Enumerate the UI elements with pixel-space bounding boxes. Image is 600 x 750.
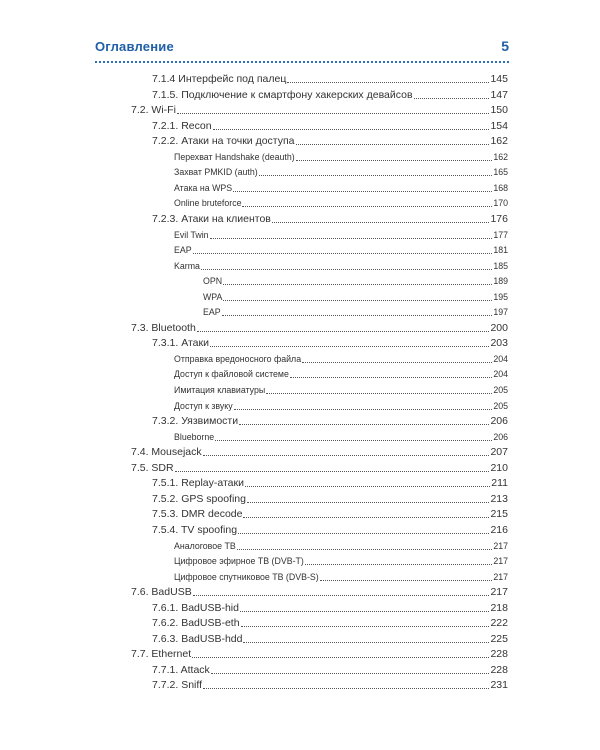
- toc-leader-dots: [241, 626, 490, 627]
- toc-leader-dots: [242, 206, 492, 207]
- toc-entry-title: EAP: [203, 307, 221, 318]
- toc-leader-dots: [243, 642, 489, 643]
- toc-entry-title: Перехват Handshake (deauth): [174, 151, 295, 162]
- toc-entry-title: 7.5. SDR: [131, 461, 174, 474]
- toc-entry-page: 195: [493, 291, 508, 302]
- toc-leader-dots: [302, 362, 492, 363]
- toc-entry[interactable]: [174, 259, 508, 273]
- toc-entry[interactable]: [152, 601, 508, 615]
- toc-entry[interactable]: [152, 414, 508, 428]
- toc-entry-page: 207: [490, 446, 508, 459]
- toc-entry-title: Online bruteforce: [174, 198, 242, 209]
- toc-entry-page: 215: [490, 508, 508, 521]
- toc-entry-title: 7.6.3. BadUSB-hdd: [152, 632, 243, 645]
- toc-entry-title: 7.5.3. DMR decode: [152, 508, 243, 521]
- toc-entry[interactable]: [174, 228, 508, 242]
- toc-entry[interactable]: [131, 321, 508, 335]
- toc-entry-page: 185: [493, 260, 508, 271]
- toc-leader-dots: [247, 502, 489, 503]
- toc-leader-dots: [203, 455, 490, 456]
- toc-entry-title: 7.2. Wi-Fi: [131, 104, 176, 117]
- toc-entry[interactable]: [131, 585, 508, 599]
- toc-leader-dots: [193, 595, 490, 596]
- toc-entry[interactable]: [174, 165, 508, 179]
- toc-entry-title: 7.5.1. Replay-атаки: [152, 477, 244, 490]
- toc-entry-title: Цифровое эфирное ТВ (DVB-T): [174, 556, 304, 567]
- toc-entry-title: Захват PMKID (auth): [174, 167, 258, 178]
- toc-entry-title: Blueborne: [174, 431, 215, 442]
- toc-leader-dots: [211, 673, 490, 674]
- toc-entry-title: Evil Twin: [174, 229, 209, 240]
- toc-entry[interactable]: [174, 150, 508, 164]
- toc-entry-page: 147: [490, 88, 508, 101]
- toc-entry[interactable]: [152, 523, 508, 537]
- toc-entry[interactable]: [131, 461, 508, 475]
- toc-entry-title: EAP: [174, 245, 192, 256]
- toc-entry-title: 7.5.2. GPS spoofing: [152, 492, 246, 505]
- toc-entry-title: 7.5.4. TV spoofing: [152, 523, 238, 536]
- toc-entry-page: 206: [493, 431, 508, 442]
- toc-leader-dots: [238, 533, 489, 534]
- toc-entry[interactable]: [203, 274, 508, 288]
- toc-entry[interactable]: [174, 539, 508, 553]
- toc-entry-page: 168: [493, 182, 508, 193]
- toc-entry-title: Отправка вредоносного файла: [174, 353, 302, 364]
- toc-entry-page: 216: [490, 523, 508, 536]
- toc-leader-dots: [234, 409, 493, 410]
- toc-entry-title: Атака на WPS: [174, 182, 233, 193]
- toc-entry-title: 7.1.5. Подключение к смартфону хакерских девайсов: [152, 88, 413, 101]
- toc-entry-page: 203: [490, 337, 508, 350]
- toc-entry-title: 7.6.2. BadUSB-eth: [152, 617, 240, 630]
- toc-entry-page: 162: [493, 151, 508, 162]
- toc-entry-page: 218: [490, 601, 508, 614]
- toc-leader-dots: [177, 113, 490, 114]
- toc-entry[interactable]: [152, 492, 508, 506]
- toc-entry-page: 177: [493, 229, 508, 240]
- toc-entry-page: 204: [493, 369, 508, 380]
- toc-entry-page: 145: [490, 73, 508, 85]
- toc-entry-page: 165: [493, 167, 508, 178]
- toc-entry-page: 162: [490, 135, 508, 148]
- toc-entry-page: 228: [490, 648, 508, 661]
- toc-entry[interactable]: [203, 305, 508, 319]
- toc-entry-page: 217: [493, 571, 508, 582]
- toc-entry-page: 181: [493, 245, 508, 256]
- toc-entry-title: 7.1.4 Интерфейс под палец: [152, 73, 287, 85]
- toc-entry-page: 154: [490, 119, 508, 132]
- toc-entry[interactable]: [152, 507, 508, 521]
- toc-leader-dots: [320, 580, 493, 581]
- toc-entry-title: Доступ к звуку: [174, 400, 233, 411]
- toc-entry-page: 204: [493, 353, 508, 364]
- toc-entry[interactable]: [152, 476, 508, 490]
- toc-entry-page: 228: [490, 663, 508, 676]
- toc-leader-dots: [222, 315, 493, 316]
- toc-leader-dots: [240, 611, 490, 612]
- toc-leader-dots: [203, 688, 489, 689]
- toc-entry[interactable]: [174, 570, 508, 584]
- toc-leader-dots: [223, 284, 492, 285]
- toc-leader-dots: [272, 222, 490, 223]
- toc-entry-page: 205: [493, 385, 508, 395]
- toc-entry-page: 189: [493, 276, 508, 287]
- toc-entry[interactable]: [152, 663, 508, 677]
- toc-entry[interactable]: [174, 352, 508, 366]
- toc-entry-title: Доступ к файловой системе: [174, 369, 289, 380]
- toc-entry-title: 7.4. Mousejack: [131, 446, 202, 459]
- toc-entry[interactable]: [152, 212, 508, 226]
- toc-entry[interactable]: [131, 103, 508, 117]
- toc-leader-dots: [210, 238, 493, 239]
- toc-entry[interactable]: [174, 367, 508, 381]
- toc-entry-title: 7.7.1. Attack: [152, 663, 210, 676]
- toc-entry[interactable]: [152, 678, 508, 692]
- header-title: Оглавление: [95, 39, 174, 54]
- toc-entry[interactable]: [152, 336, 508, 350]
- toc-entry-title: 7.3.2. Уязвимости: [152, 415, 239, 428]
- toc-entry[interactable]: [152, 616, 508, 630]
- toc-entry-title: 7.3.1. Атаки: [152, 337, 209, 350]
- toc-entry-page: 170: [493, 198, 508, 209]
- toc-entry-title: 7.2.2. Атаки на точки доступа: [152, 135, 295, 148]
- toc-leader-dots: [296, 144, 490, 145]
- toc-entry-page: 176: [490, 212, 508, 225]
- toc-entry[interactable]: [131, 647, 508, 661]
- toc-entry-title: 7.6. BadUSB: [131, 586, 192, 599]
- toc-leader-dots: [192, 657, 489, 658]
- toc-entry-page: 200: [490, 321, 508, 334]
- toc-leader-dots: [197, 331, 490, 332]
- toc-entry-title: Цифровое спутниковое ТВ (DVB-S): [174, 571, 319, 582]
- toc-leader-dots: [210, 346, 490, 347]
- toc-leader-dots: [243, 517, 489, 518]
- toc-entry-title: 7.7. Ethernet: [131, 648, 192, 661]
- toc-leader-dots: [305, 564, 493, 565]
- toc-leader-dots: [215, 440, 492, 441]
- toc-leader-dots: [414, 98, 490, 99]
- toc-entry-title: Имитация клавиатуры: [174, 385, 266, 395]
- toc-entry[interactable]: [174, 243, 508, 257]
- toc-entry-title: 7.2.3. Атаки на клиентов: [152, 212, 271, 225]
- toc-leader-dots: [287, 82, 489, 83]
- toc-entry[interactable]: [174, 554, 508, 568]
- toc-leader-dots: [213, 129, 490, 130]
- toc-leader-dots: [266, 393, 492, 394]
- toc-entry[interactable]: [174, 383, 508, 397]
- toc-entry-page: 225: [490, 632, 508, 645]
- toc-entry[interactable]: [174, 181, 508, 195]
- toc-entry-page: 197: [493, 307, 508, 318]
- toc-leader-dots: [259, 175, 493, 176]
- toc-entry-page: 150: [490, 104, 508, 117]
- toc-entry[interactable]: [152, 632, 508, 646]
- toc-entry-title: 7.3. Bluetooth: [131, 321, 196, 334]
- toc-entry[interactable]: [152, 134, 508, 148]
- toc-entry[interactable]: [203, 290, 508, 304]
- toc-entry-page: 205: [493, 400, 508, 411]
- toc-leader-dots: [237, 549, 493, 550]
- toc-entry-title: 7.6.1. BadUSB-hid: [152, 601, 239, 614]
- page-header: [95, 37, 509, 63]
- toc-leader-dots: [296, 160, 493, 161]
- toc-leader-dots: [245, 486, 490, 487]
- toc-entry-page: 210: [490, 461, 508, 474]
- toc-entry-page: 217: [493, 540, 508, 551]
- toc-entry-title: Karma: [174, 260, 200, 271]
- toc-entry[interactable]: [152, 119, 508, 133]
- toc-leader-dots: [239, 424, 489, 425]
- toc-entry-page: 222: [490, 617, 508, 630]
- toc-entry-title: OPN: [203, 276, 223, 287]
- toc-entry-page: 231: [490, 679, 508, 692]
- toc-leader-dots: [193, 253, 493, 254]
- toc-entry-title: WPA: [203, 291, 223, 302]
- toc-entry[interactable]: [174, 196, 508, 210]
- header-page-number: 5: [501, 38, 509, 54]
- toc-leader-dots: [290, 377, 492, 378]
- toc-leader-dots: [175, 471, 490, 472]
- toc-entry-page: 217: [493, 556, 508, 567]
- toc-leader-dots: [201, 269, 492, 270]
- toc-entry-title: Аналоговое ТВ: [174, 540, 236, 551]
- toc-entry[interactable]: [174, 430, 508, 444]
- toc-entry-page: 211: [491, 477, 508, 490]
- toc-leader-dots: [233, 191, 492, 192]
- toc-entry[interactable]: [152, 72, 508, 86]
- toc-entry[interactable]: [152, 88, 508, 102]
- toc-entry-page: 213: [490, 492, 508, 505]
- toc-entry-title: 7.7.2. Sniff: [152, 679, 203, 692]
- toc-entry[interactable]: [174, 399, 508, 413]
- toc-entry-title: 7.2.1. Recon: [152, 119, 212, 132]
- toc-leader-dots: [223, 300, 492, 301]
- toc-entry-page: 217: [490, 586, 508, 599]
- toc-entry[interactable]: [131, 445, 508, 459]
- toc-entry-page: 206: [490, 415, 508, 428]
